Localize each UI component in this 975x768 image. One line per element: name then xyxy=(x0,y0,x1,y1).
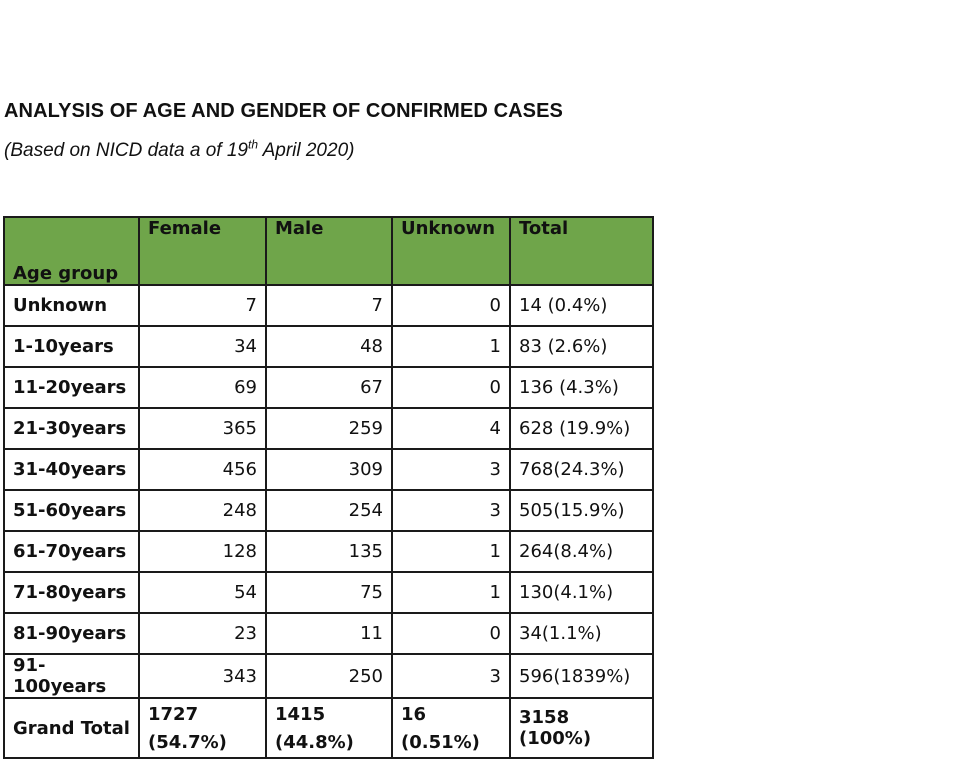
age-group-cell: 91-100years xyxy=(4,654,139,698)
unknown-cell: 4 xyxy=(392,408,510,449)
grand-total-unknown xyxy=(392,698,510,758)
subtitle-date-suffix: April 2020) xyxy=(258,140,355,161)
age-group-cell: 61-70years xyxy=(4,531,139,572)
total-cell: 596(1839%) xyxy=(510,654,653,698)
subtitle-superscript: th xyxy=(247,137,258,152)
header-male: Male xyxy=(266,217,392,285)
table-row xyxy=(4,490,653,531)
unknown-cell: 1 xyxy=(392,531,510,572)
grand-total-male-count: 1415 xyxy=(275,704,326,725)
female-cell: 7 xyxy=(139,285,266,326)
grand-total-female xyxy=(139,698,266,758)
age-group-cell: 81-90years xyxy=(4,613,139,654)
male-cell: 7 xyxy=(266,285,392,326)
age-group-cell: 11-20years xyxy=(4,367,139,408)
cases-table xyxy=(3,216,654,759)
grand-total-male-pct: (44.8%) xyxy=(275,732,354,753)
total-cell: 768(24.3%) xyxy=(510,449,653,490)
age-group-cell: 1-10years xyxy=(4,326,139,367)
table-row xyxy=(4,531,653,572)
age-group-cell: 21-30years xyxy=(4,408,139,449)
total-cell: 130(4.1%) xyxy=(510,572,653,613)
female-cell: 23 xyxy=(139,613,266,654)
total-cell: 83 (2.6%) xyxy=(510,326,653,367)
male-cell: 254 xyxy=(266,490,392,531)
grand-total-female-pct: (54.7%) xyxy=(148,732,227,753)
unknown-cell: 0 xyxy=(392,367,510,408)
grand-total-female-count: 1727 xyxy=(148,704,199,725)
page-subtitle xyxy=(4,137,355,162)
female-cell: 128 xyxy=(139,531,266,572)
header-age-group: Age group xyxy=(4,217,139,285)
grand-total-label: Grand Total xyxy=(4,698,139,758)
male-cell: 259 xyxy=(266,408,392,449)
grand-total-unknown-count: 16 xyxy=(401,704,427,725)
unknown-cell: 3 xyxy=(392,654,510,698)
female-cell: 343 xyxy=(139,654,266,698)
unknown-cell: 3 xyxy=(392,490,510,531)
table-row xyxy=(4,367,653,408)
table-row xyxy=(4,654,653,698)
total-cell: 14 (0.4%) xyxy=(510,285,653,326)
total-cell: 136 (4.3%) xyxy=(510,367,653,408)
grand-total-total: 3158 (100%) xyxy=(510,698,653,758)
female-cell: 365 xyxy=(139,408,266,449)
male-cell: 135 xyxy=(266,531,392,572)
total-cell: 34(1.1%) xyxy=(510,613,653,654)
unknown-cell: 0 xyxy=(392,613,510,654)
subtitle-text: (Based on NICD data a of 19 xyxy=(4,140,248,161)
male-cell: 48 xyxy=(266,326,392,367)
table-row xyxy=(4,449,653,490)
grand-total-unknown-pct: (0.51%) xyxy=(401,732,480,753)
female-cell: 69 xyxy=(139,367,266,408)
female-cell: 456 xyxy=(139,449,266,490)
table-row xyxy=(4,326,653,367)
male-cell: 75 xyxy=(266,572,392,613)
age-group-cell: 31-40years xyxy=(4,449,139,490)
male-cell: 309 xyxy=(266,449,392,490)
table-row xyxy=(4,408,653,449)
total-cell: 264(8.4%) xyxy=(510,531,653,572)
grand-total-row xyxy=(4,698,653,758)
age-group-cell: 71-80years xyxy=(4,572,139,613)
header-total: Total xyxy=(510,217,653,285)
header-female: Female xyxy=(139,217,266,285)
male-cell: 67 xyxy=(266,367,392,408)
male-cell: 250 xyxy=(266,654,392,698)
table-row xyxy=(4,285,653,326)
male-cell: 11 xyxy=(266,613,392,654)
header-row xyxy=(4,217,653,285)
female-cell: 248 xyxy=(139,490,266,531)
unknown-cell: 1 xyxy=(392,572,510,613)
table-row xyxy=(4,572,653,613)
total-cell: 505(15.9%) xyxy=(510,490,653,531)
female-cell: 54 xyxy=(139,572,266,613)
age-group-cell: 51-60years xyxy=(4,490,139,531)
unknown-cell: 0 xyxy=(392,285,510,326)
age-group-cell: Unknown xyxy=(4,285,139,326)
header-unknown: Unknown xyxy=(392,217,510,285)
table-row xyxy=(4,613,653,654)
grand-total-male xyxy=(266,698,392,758)
total-cell: 628 (19.9%) xyxy=(510,408,653,449)
unknown-cell: 3 xyxy=(392,449,510,490)
page-title: ANALYSIS OF AGE AND GENDER OF CONFIRMED CASES xyxy=(4,100,563,122)
unknown-cell: 1 xyxy=(392,326,510,367)
female-cell: 34 xyxy=(139,326,266,367)
